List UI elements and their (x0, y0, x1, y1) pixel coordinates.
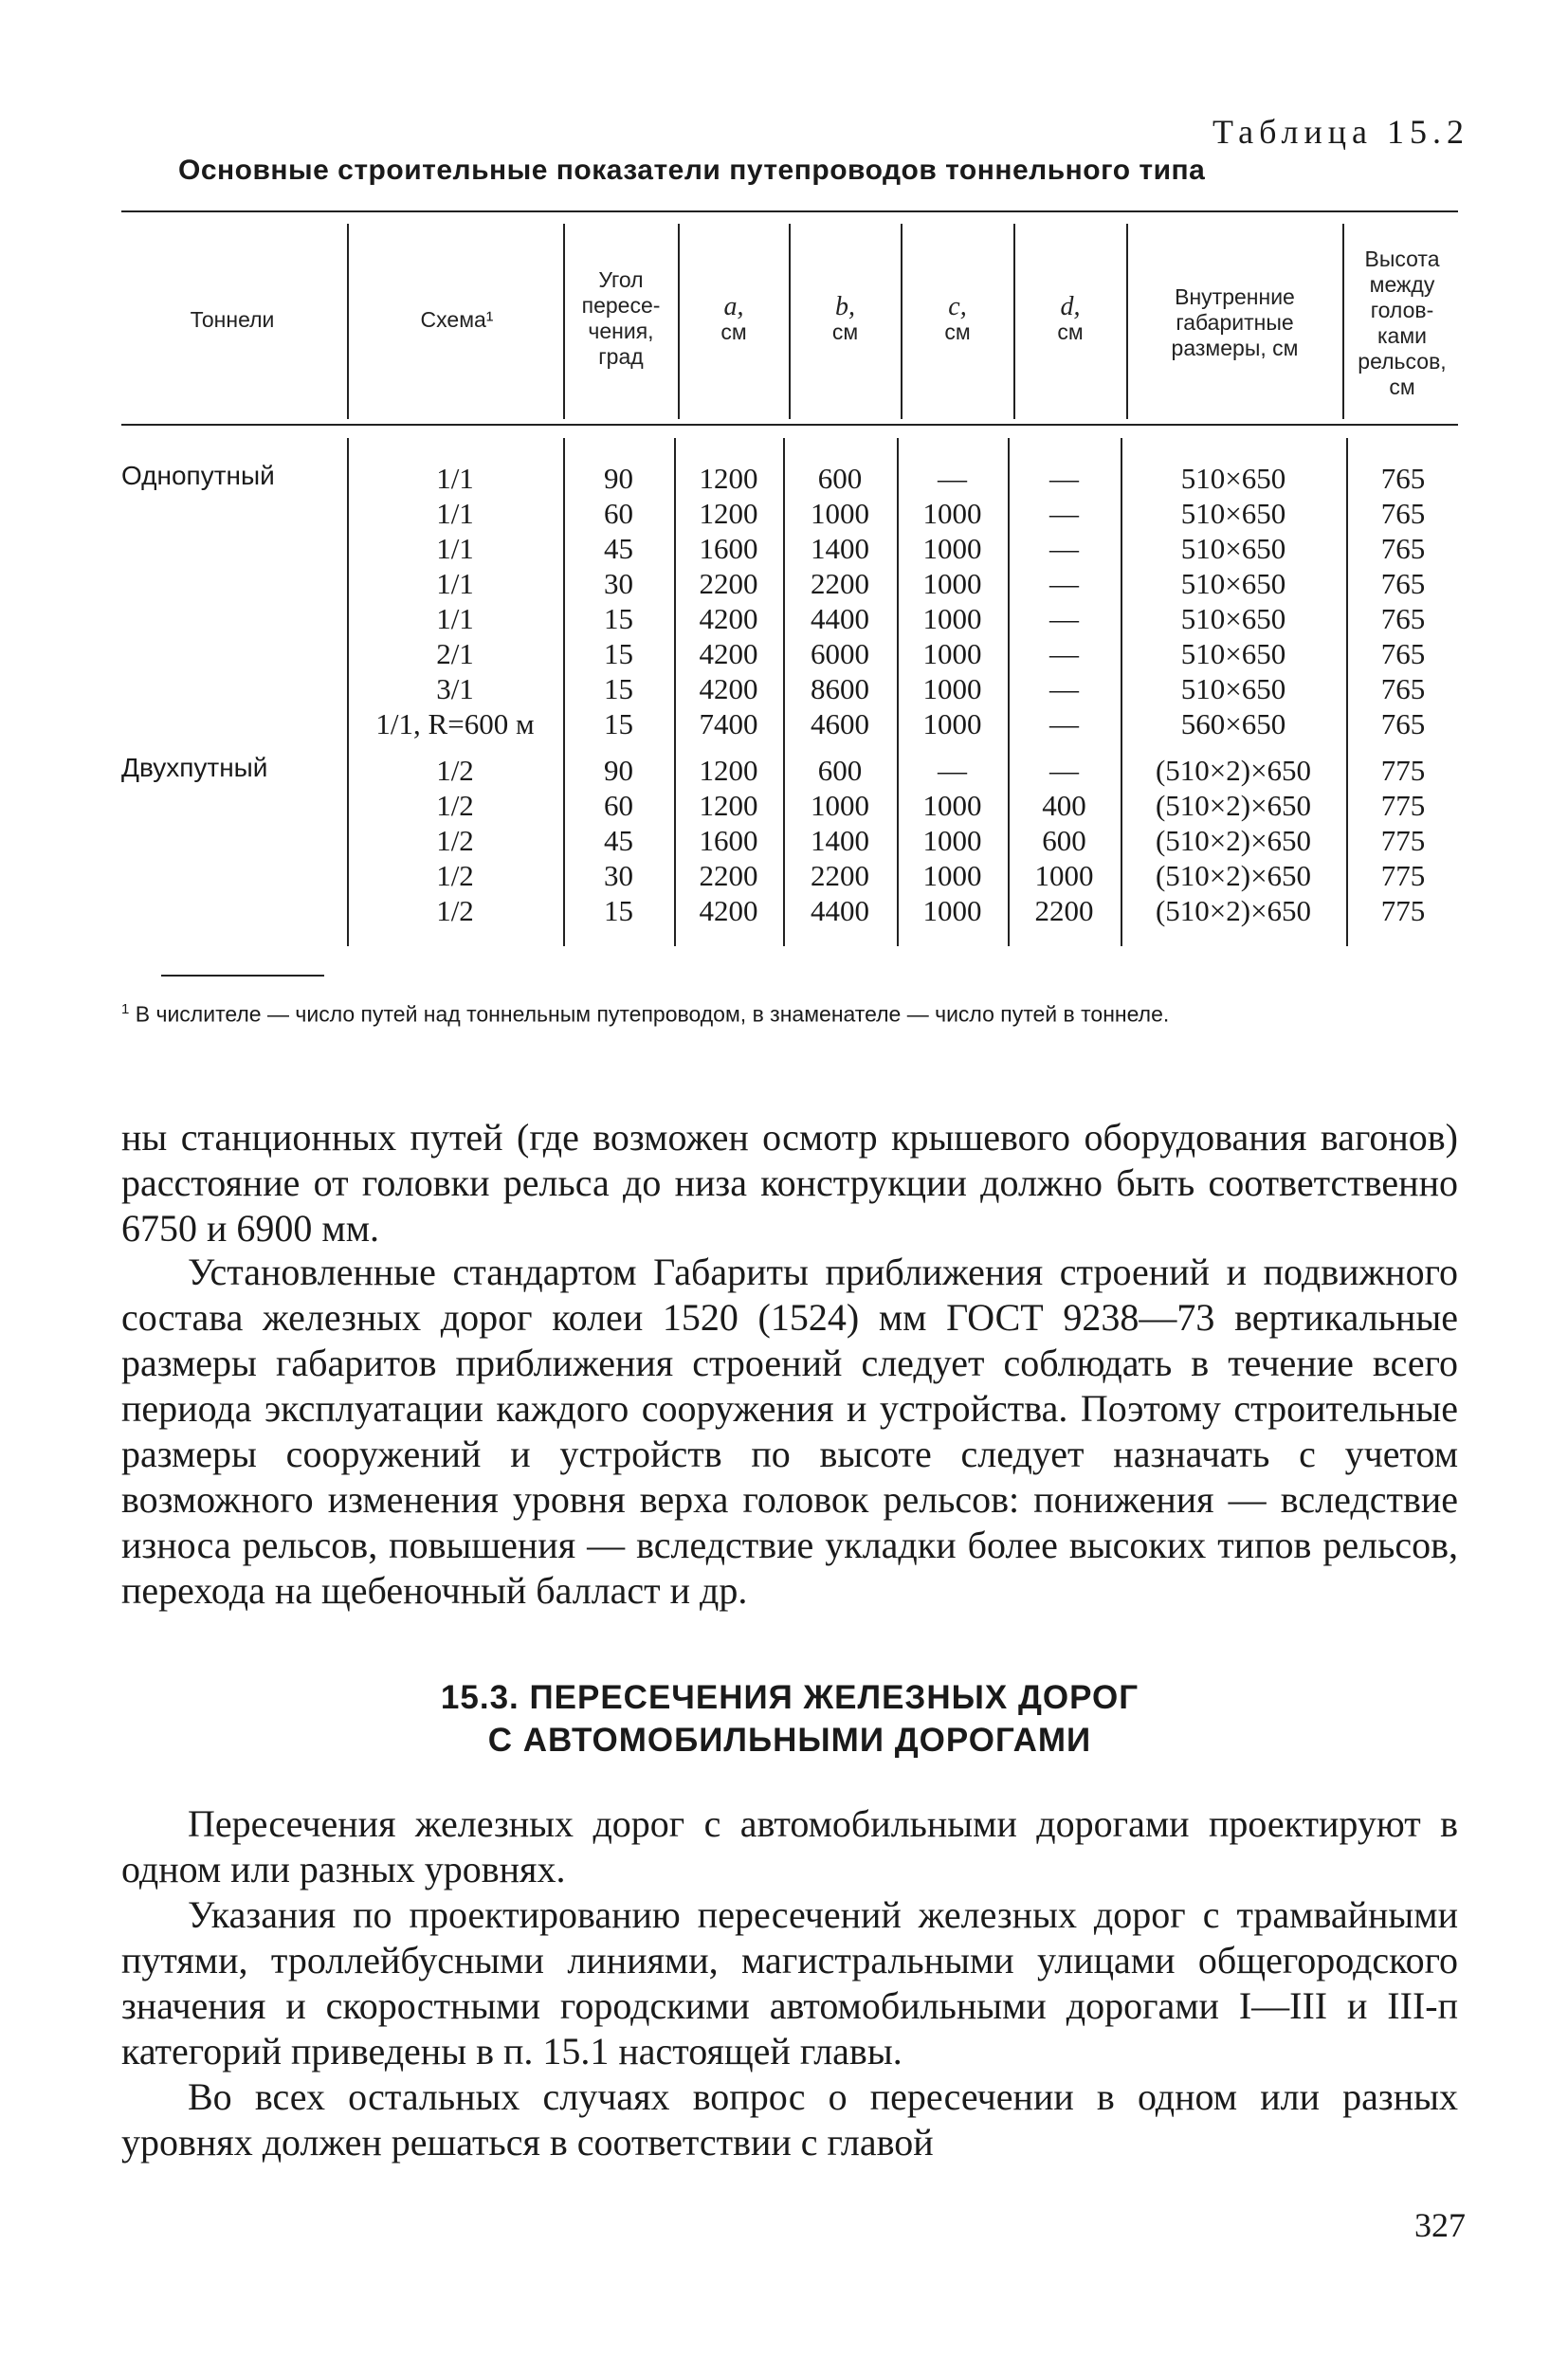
cell-inner-dimensions: (510×2)×650 (1155, 824, 1312, 857)
cell-b: 4400 (811, 602, 869, 635)
cell-rail-height: 765 (1380, 602, 1426, 635)
section-heading: 15.3. ПЕРЕСЕЧЕНИЯ ЖЕЛЕЗНЫХ ДОРОГ С АВТОМОБИЛЬНЫМИ ДОРОГАМИ (440, 1679, 1140, 1759)
table-row (0, 753, 1568, 788)
cell-a: 4200 (699, 637, 758, 670)
cell-a: 4200 (699, 894, 758, 927)
table-row (0, 496, 1568, 531)
table-row (0, 601, 1568, 636)
cell-rail-height: 775 (1380, 859, 1426, 892)
page-number: 327 (1414, 2206, 1466, 2244)
cell-rail-height: 765 (1380, 497, 1426, 530)
cell-inner-dimensions: 510×650 (1180, 567, 1286, 600)
cell-scheme: 1/2 (436, 824, 474, 857)
cell-b: 4400 (811, 894, 869, 927)
cell-a: 4200 (699, 602, 758, 635)
cell-angle: 15 (604, 637, 633, 670)
cell-angle: 60 (604, 789, 633, 822)
cell-inner-dimensions: (510×2)×650 (1155, 754, 1312, 787)
cell-c: — (938, 754, 967, 787)
cell-scheme: 1/1 (436, 497, 474, 530)
cell-b: 2200 (811, 567, 869, 600)
cell-b: 8600 (811, 672, 869, 705)
cell-angle: 90 (604, 462, 633, 495)
header-rail-height: Высота между голов- ками рельсов, см (1358, 247, 1447, 399)
cell-b: 1000 (811, 497, 869, 530)
cell-angle: 45 (604, 824, 633, 857)
table-row (0, 636, 1568, 671)
cell-c: 1000 (922, 672, 982, 705)
cell-scheme: 1/1 (436, 462, 474, 495)
cell-c: 1000 (922, 602, 982, 635)
table-title: Основные строительные показатели путепроводов тоннельного типа (178, 155, 1206, 186)
cell-rail-height: 765 (1380, 532, 1426, 565)
cell-inner-dimensions: 510×650 (1180, 637, 1286, 670)
cell-d: — (1049, 754, 1079, 787)
cell-c: 1000 (922, 824, 982, 857)
header-d: d, см (1057, 292, 1084, 344)
cell-inner-dimensions: 510×650 (1180, 602, 1286, 635)
cell-rail-height: 775 (1380, 824, 1426, 857)
cell-angle: 45 (604, 532, 633, 565)
header-a: а, см (720, 292, 747, 344)
cell-b: 600 (817, 754, 863, 787)
paragraph-crossings: Пересечения железных дорог с автомобильными дорогами проектируют в одном или разных уровнях. Указания по проектированию пересечений железных дорог с трамвайными путями, троллейбусными линиями, магистральными улицами общегородского значения и скоростными городскими автомобильными дорогами I—III и III-п категорий приведены в п. 15.1 настоящей главы. Во всех остальных случаях вопрос о пересечении в одном или разных уровнях должен решаться в соответствии с главой (121, 1802, 1458, 2164)
header-tunnels: Тоннели (190, 307, 275, 332)
cell-rail-height: 775 (1380, 789, 1426, 822)
table-row (0, 858, 1568, 893)
cell-inner-dimensions: (510×2)×650 (1155, 859, 1312, 892)
header-scheme: Схема¹ (420, 307, 494, 332)
cell-d: — (1049, 567, 1079, 600)
cell-scheme: 1/2 (436, 859, 474, 892)
cell-a: 1200 (699, 789, 758, 822)
header-c: с, см (944, 292, 971, 344)
cell-scheme: 1/1 (436, 602, 474, 635)
cell-c: 1000 (922, 707, 982, 740)
header-divider (347, 224, 349, 419)
cell-angle: 15 (604, 672, 633, 705)
cell-b: 6000 (811, 637, 869, 670)
cell-inner-dimensions: 560×650 (1180, 707, 1286, 740)
cell-inner-dimensions: 510×650 (1180, 497, 1286, 530)
cell-c: 1000 (922, 532, 982, 565)
cell-inner-dimensions: 510×650 (1180, 462, 1286, 495)
cell-scheme: 1/2 (436, 789, 474, 822)
cell-c: 1000 (922, 789, 982, 822)
cell-rail-height: 765 (1380, 637, 1426, 670)
cell-scheme: 1/1, R=600 м (375, 707, 535, 740)
table-footnote: $^1$ В числителе — число путей над тоннельным путепроводом, в знаменателе — число путей в тоннеле. (121, 1001, 1170, 1027)
cell-b: 2200 (811, 859, 869, 892)
table-row (0, 893, 1568, 928)
cell-a: 2200 (699, 859, 758, 892)
paragraph-continuation: ны станционных путей (где возможен осмотр крышевого оборудования вагонов) расстояние от головки рельса до низа конструкции должно быть соответственно 6750 и 6900 мм. (121, 1116, 1458, 1250)
cell-c: 1000 (922, 567, 982, 600)
cell-c: 1000 (922, 497, 982, 530)
footnote-rule (161, 975, 324, 977)
table-row (0, 566, 1568, 601)
header-inner-dimensions: Внутренние габаритные размеры, см (1171, 284, 1299, 360)
cell-a: 4200 (699, 672, 758, 705)
cell-rail-height: 765 (1380, 672, 1426, 705)
table-row (0, 671, 1568, 706)
cell-b: 4600 (811, 707, 869, 740)
cell-a: 2200 (699, 567, 758, 600)
cell-d: — (1049, 672, 1079, 705)
cell-d: — (1049, 497, 1079, 530)
cell-a: 1200 (699, 497, 758, 530)
cell-c: 1000 (922, 637, 982, 670)
table-label: Таблица 15.2 (1212, 113, 1469, 151)
cell-scheme: 1/2 (436, 894, 474, 927)
table-row (0, 531, 1568, 566)
group-single-track: Однопутный (121, 461, 275, 490)
table-row (0, 706, 1568, 741)
header-angle: Угол пересе- чения, град (581, 267, 661, 369)
table-top-rule (121, 210, 1458, 212)
cell-d: — (1049, 462, 1079, 495)
header-b: b, см (831, 292, 859, 344)
cell-rail-height: 765 (1380, 462, 1426, 495)
cell-d: 400 (1042, 789, 1086, 822)
cell-inner-dimensions: 510×650 (1180, 672, 1286, 705)
cell-inner-dimensions: 510×650 (1180, 532, 1286, 565)
cell-scheme: 1/1 (436, 532, 474, 565)
cell-rail-height: 765 (1380, 707, 1426, 740)
cell-rail-height: 765 (1380, 567, 1426, 600)
cell-angle: 15 (604, 602, 633, 635)
cell-b: 1400 (811, 532, 869, 565)
cell-d: — (1049, 707, 1079, 740)
cell-a: 1600 (699, 824, 758, 857)
cell-d: 1000 (1034, 859, 1094, 892)
cell-d: — (1049, 532, 1079, 565)
cell-angle: 90 (604, 754, 633, 787)
cell-a: 7400 (699, 707, 758, 740)
cell-a: 1200 (699, 754, 758, 787)
cell-c: 1000 (922, 894, 982, 927)
cell-angle: 30 (604, 859, 633, 892)
cell-d: — (1049, 637, 1079, 670)
cell-angle: 15 (604, 707, 633, 740)
cell-angle: 60 (604, 497, 633, 530)
cell-c: — (938, 462, 967, 495)
paragraph-clearance-standard: Установленные стандартом Габариты приближения строений и подвижного состава железных дорог колеи 1520 (1524) мм ГОСТ 9238—73 вертикальные размеры габаритов приближения строений следует соблюдать в течение всего периода эксплуатации каждого сооружения и устройства. Поэтому строительные размеры сооружений и устройств по высоте следует назначать с учетом возможного изменения уровня верха головок рельсов: понижения — вследствие износа рельсов, повышения — вследствие укладки более высоких типов рельсов, перехода на щебеночный балласт и др. (121, 1251, 1458, 1612)
cell-angle: 30 (604, 567, 633, 600)
cell-d: — (1049, 602, 1079, 635)
table-row (0, 788, 1568, 823)
cell-scheme: 2/1 (436, 637, 474, 670)
cell-c: 1000 (922, 859, 982, 892)
cell-scheme: 1/2 (436, 754, 474, 787)
cell-rail-height: 775 (1380, 894, 1426, 927)
cell-scheme: 3/1 (436, 672, 474, 705)
cell-b: 1400 (811, 824, 869, 857)
cell-b: 1000 (811, 789, 869, 822)
cell-rail-height: 775 (1380, 754, 1426, 787)
table-row (0, 823, 1568, 858)
cell-inner-dimensions: (510×2)×650 (1155, 894, 1312, 927)
cell-scheme: 1/1 (436, 567, 474, 600)
cell-a: 1200 (699, 462, 758, 495)
table-header-rule (121, 424, 1458, 426)
cell-d: 2200 (1034, 894, 1094, 927)
group-double-track: Двухпутный (121, 753, 268, 782)
cell-d: 600 (1042, 824, 1086, 857)
cell-inner-dimensions: (510×2)×650 (1155, 789, 1312, 822)
table-row (0, 461, 1568, 496)
cell-a: 1600 (699, 532, 758, 565)
cell-angle: 15 (604, 894, 633, 927)
cell-b: 600 (817, 462, 863, 495)
